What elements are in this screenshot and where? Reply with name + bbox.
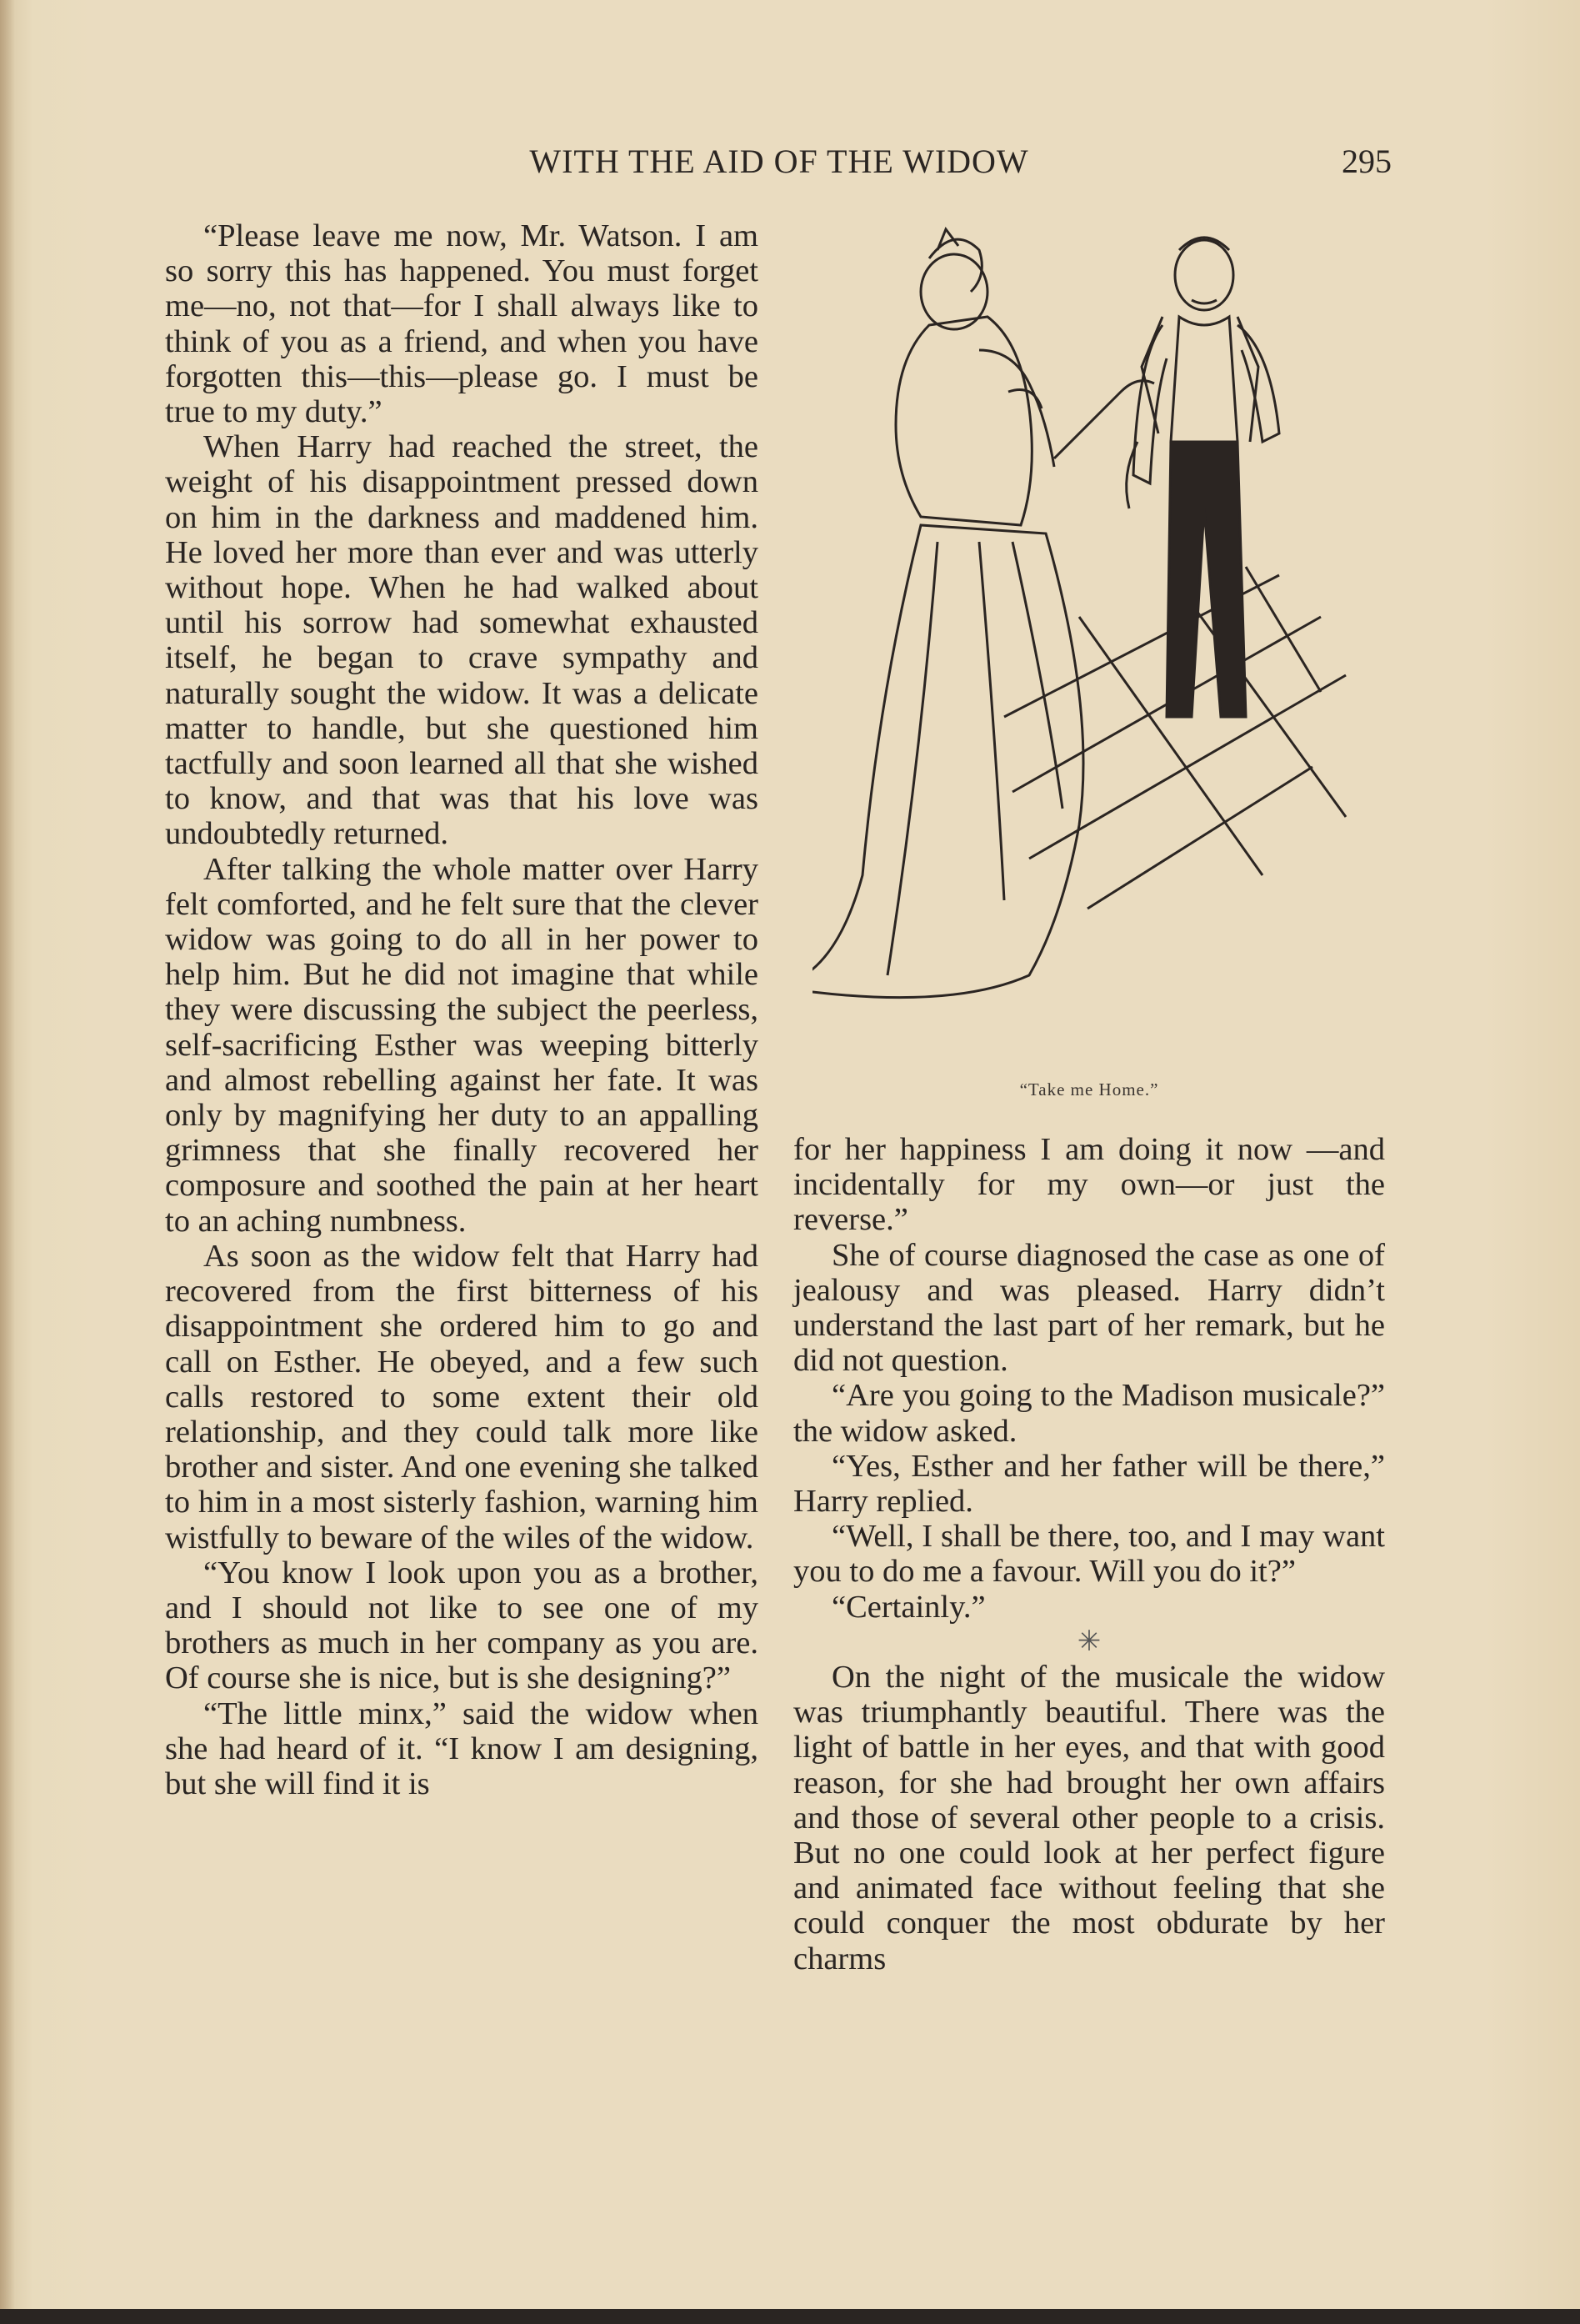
page-number: 295 bbox=[1342, 143, 1392, 180]
running-head bbox=[167, 142, 1392, 192]
illustration-couple bbox=[812, 225, 1388, 1059]
illustration-caption: “Take me Home.” bbox=[1019, 1079, 1159, 1099]
page-bottom-edge bbox=[0, 2309, 1580, 2324]
section-separator: ✳ bbox=[1077, 1625, 1102, 1657]
paragraph: “Are you going to the Madison musicale?” the widow asked. bbox=[793, 1378, 1385, 1449]
paragraph: “Certainly.” bbox=[832, 1589, 986, 1625]
paragraph: “You know I look upon you as a brother, and I should not like to see one of my brothers as much in her company as you are. Of course she is nice, but is she designing?” bbox=[165, 1555, 758, 1696]
running-title: WITH THE AID OF THE WIDOW bbox=[529, 143, 1029, 180]
right-column bbox=[793, 1132, 1385, 1976]
paragraph: “Well, I shall be there, too, and I may want you to do me a favour. Will you do it?” bbox=[793, 1519, 1385, 1590]
paragraph: for her happiness I am doing it now —and incidentally for my own—or just the reverse.” bbox=[793, 1132, 1385, 1238]
paragraph: She of course diagnosed the case as one of jealousy and was pleased. Harry didn’t understand the last part of her remark, but he did not question. bbox=[793, 1237, 1385, 1379]
spine-shadow bbox=[0, 0, 15, 2324]
left-column bbox=[165, 218, 758, 1801]
paragraph: On the night of the musicale the widow was triumphantly beautiful. There was the light of battle in her eyes, and that with good reason, for she had brought her own affairs and those of several other people to a crisis. But no one could look at her perfect figure and animated face without feeling that she could conquer the most obdurate by her charms bbox=[793, 1660, 1385, 1976]
paragraph: “Please leave me now, Mr. Watson. I am so sorry this has happened. You must forget me—no, not that—for I shall always like to think of you as a friend, and when you have forgotten this—this—please go. I must be true to my duty.” bbox=[165, 218, 758, 430]
paragraph: As soon as the widow felt that Harry had recovered from the first bitterness of his disappointment she ordered him to go and call on Esther. He obeyed, and a few such calls restored to some extent their old relationship, and they could talk more like brother and sister. And one evening she talked to him in a most sisterly fashion, warning him wistfully to beware of the wiles of the widow. bbox=[165, 1238, 758, 1555]
paragraph: “The little minx,” said the widow when she had heard of it. “I know I am designing, but she will find it is bbox=[165, 1695, 758, 1801]
paragraph: “Yes, Esther and her father will be there,” Harry replied. bbox=[793, 1448, 1385, 1520]
paragraph: After talking the whole matter over Harry felt comforted, and he felt sure that the clever widow was going to do all in her power to help him. But he did not imagine that while they were discussing the subject the peerless, self-sacrificing Esther was weeping bitterly and almost rebelling against her fate. It was only by magnifying her duty to an appalling grimness that she finally recovered her composure and soothed the pain at her heart to an aching numbness. bbox=[165, 851, 758, 1239]
couple-drawing bbox=[812, 225, 1388, 1059]
paragraph: When Harry had reached the street, the weight of his disappointment pressed down on him in the darkness and maddened him. He loved her more than ever and was utterly without hope. When he had walked about until his sorrow had somewhat exhausted itself, he began to crave sympathy and naturally sought the widow. It was a delicate matter to handle, but she questioned him tactfully and soon learned all that she wished to know, and that was that his love was undoubtedly returned. bbox=[165, 429, 758, 852]
